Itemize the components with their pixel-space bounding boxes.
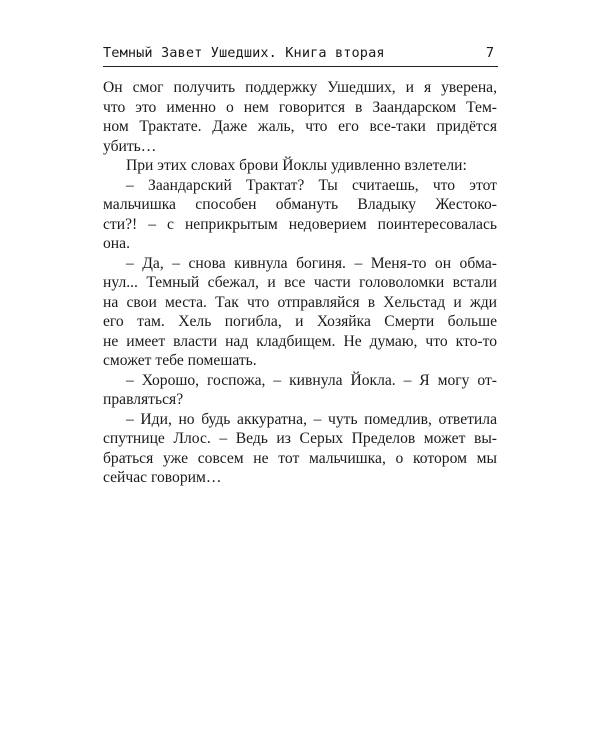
text-line: убить… [103,137,157,155]
text-line: она. [103,235,130,252]
text-line: спутнице Ллос. – Ведь из Серых Пределов может вы- [103,430,497,447]
running-title: Темный Завет Ушедших. Книга вторая [103,45,385,61]
text-line: сейчас говорим… [103,469,222,486]
text-line: Он смог получить поддержку Ушедших, и я уверена, [103,79,497,96]
text-line: сможет тебе помешать. [103,352,257,369]
text-line: не имеет власти над кладбищем. Не думаю, что кто-то [103,332,497,350]
text-line: браться уже совсем не тот мальчишка, о котором мы [103,449,497,467]
text-line: его там. Хель погибла, и Хозяйка Смерти больше [103,313,497,330]
text-line: на свои места. Так что отправляйся в Хельстад и жди [103,293,497,311]
body-text [103,78,497,488]
text-line: что это именно о нем говорится в Заандарском Тем- [103,98,497,116]
text-line: мальчишка способен обмануть Владыку Жестоко- [103,196,497,213]
header-rule [103,66,498,67]
text-line: ном Трактате. Даже жаль, что его все-таки придётся [103,118,497,135]
text-line: – Хорошо, госпожа, – кивнула Йокла. – Я могу от- [126,371,497,389]
text-line: – Да, – снова кивнула богиня. – Меня-то он обма- [126,254,497,272]
text-line: – Заандарский Трактат? Ты считаешь, что этот [126,176,497,194]
text-line: При этих словах брови Йоклы удивленно взлетели: [126,157,467,174]
text-line: – Иди, но будь аккуратна, – чуть помедлив, ответила [126,410,497,428]
text-line: правляться? [103,391,184,408]
text-line: сти?! – с неприкрытым недоверием поинтересовалась [103,215,497,233]
text-line: нул... Темный сбежал, и все части головоломки встали [103,274,497,291]
page-number: 7 [485,45,494,61]
running-head [103,43,498,65]
